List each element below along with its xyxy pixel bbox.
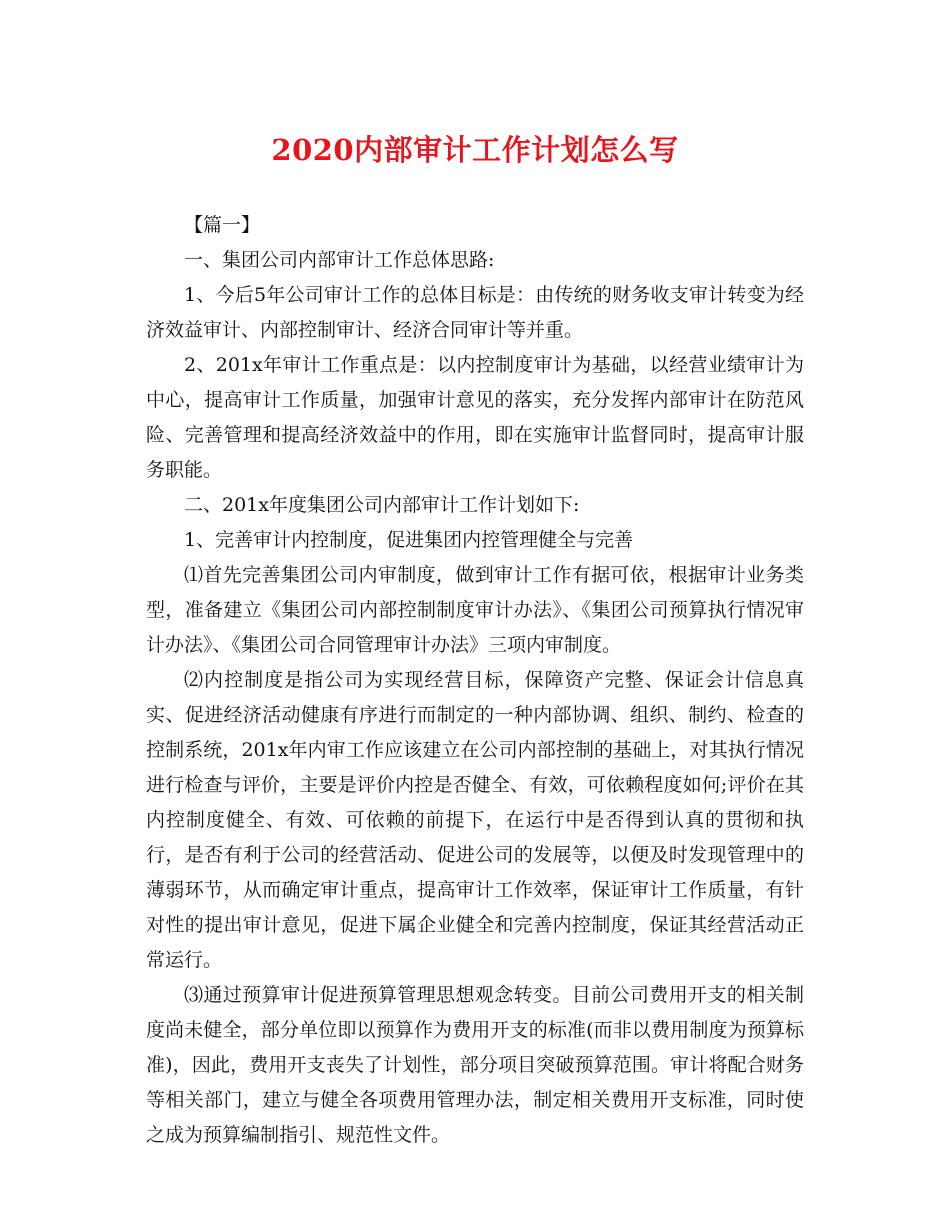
- paragraph: ⑶通过预算审计促进预算管理思想观念转变。目前公司费用开支的相关制度尚未健全，部分单位即以预算作为费用开支的标准(而非以费用制度为预算标准)，因此，费用开支丧失了计划性，部分项目突破预算范围。审计将配合财务等相关部门，建立与健全各项费用管理办法，制定相关费用开支标准，同时使之成为预算编制指引、规范性文件。: [146, 984, 804, 1146]
- paragraph: ⑵内控制度是指公司为实现经营目标，保障资产完整、保证会计信息真实、促进经济活动健康有序进行而制定的一种内部协调、组织、制约、检查的控制系统，201x年内审工作应该建立在公司内部控制的基础上，对其执行情况进行检查与评价，主要是评价内控是否健全、有效，可依赖程度如何;评价在其内控制度健全、有效、可依赖的前提下，在运行中是否得到认真的贯彻和执行，是否有利于公司的经营活动、促进公司的发展等，以便及时发现管理中的薄弱环节，从而确定审计重点，提高审计工作效率，保证审计工作质量，有针对性的提出审计意见，促进下属企业健全和完善内控制度，保证其经营活动正常运行。: [146, 669, 804, 971]
- paragraph: 一、集团公司内部审计工作总体思路:: [184, 249, 495, 271]
- paragraph: 2、201x年审计工作重点是：以内控制度审计为基础，以经营业绩审计为中心，提高审计工作质量，加强审计意见的落实，充分发挥内部审计在防范风险、完善管理和提高经济效益中的作用，即在实施审计监督同时，提高审计服务职能。: [146, 354, 804, 481]
- paragraph: ⑴首先完善集团公司内审制度，做到审计工作有据可依，根据审计业务类型，准备建立《集团公司内部控制制度审计办法》、《集团公司预算执行情况审计办法》、《集团公司合同管理审计办法》三项内审制度。: [146, 564, 804, 656]
- section-heading: 【篇一】: [184, 214, 261, 236]
- paragraph: 1、今后5年公司审计工作的总体目标是：由传统的财务收支审计转变为经济效益审计、内部控制审计、经济合同审计等并重。: [146, 284, 804, 341]
- document-body: [146, 208, 804, 1153]
- page-title: 2020内部审计工作计划怎么写: [271, 133, 679, 167]
- paragraph: 二、201x年度集团公司内部审计工作计划如下:: [184, 494, 580, 516]
- paragraph: 1、完善审计内控制度，促进集团内控管理健全与完善: [184, 529, 634, 551]
